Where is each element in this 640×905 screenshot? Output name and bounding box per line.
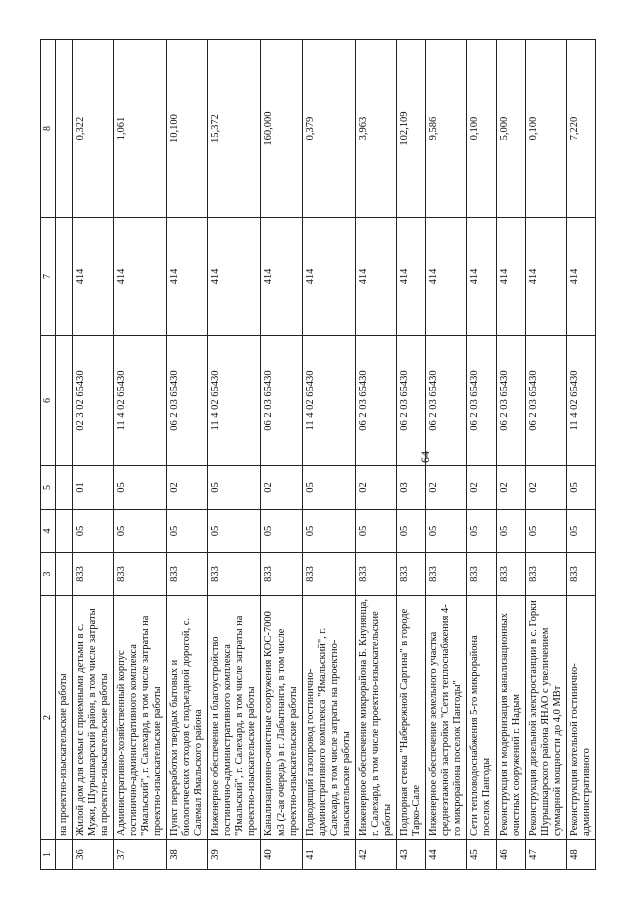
row-number: 37 bbox=[113, 840, 166, 870]
intro-text: на проектно-изыскательские работы bbox=[55, 596, 72, 840]
target-article-code: 06 2 03 65430 bbox=[261, 336, 302, 466]
ministry-code: 833 bbox=[566, 553, 595, 596]
section-code: 05 bbox=[397, 510, 426, 553]
empty-cell bbox=[55, 336, 72, 466]
object-name: Канализационно-очистные сооружения КОС-7000 м3 (2-ая очередь) в г. Лабытнанги, в том числе проектно-изыскательские работы bbox=[261, 596, 302, 840]
row-number: 42 bbox=[355, 840, 396, 870]
subsection-code: 02 bbox=[426, 466, 467, 510]
empty-cell bbox=[55, 840, 72, 870]
expense-type-code: 414 bbox=[113, 218, 166, 336]
expense-type-code: 414 bbox=[261, 218, 302, 336]
section-code: 05 bbox=[72, 510, 113, 553]
subsection-code: 01 bbox=[72, 466, 113, 510]
expense-type-code: 414 bbox=[566, 218, 595, 336]
object-name: Инженерное обеспечение земельного участка среднеэтажной застройки "Сети теплоснабжения 4-го микрорайона поселок Пангоды" bbox=[426, 596, 467, 840]
table-row bbox=[426, 40, 467, 870]
ministry-code: 833 bbox=[496, 553, 525, 596]
table-row bbox=[525, 40, 566, 870]
section-code: 05 bbox=[355, 510, 396, 553]
table-row bbox=[72, 40, 113, 870]
empty-cell bbox=[55, 510, 72, 553]
expense-type-code: 414 bbox=[525, 218, 566, 336]
subsection-code: 02 bbox=[355, 466, 396, 510]
row-number: 36 bbox=[72, 840, 113, 870]
section-code: 05 bbox=[261, 510, 302, 553]
ministry-code: 833 bbox=[426, 553, 467, 596]
object-name: Жилой дом для семьи с приемными детьми в с. Мужи, Шурышкарский район, в том числе затраты на проектно-изыскательские работы bbox=[72, 596, 113, 840]
section-code: 05 bbox=[496, 510, 525, 553]
expense-type-code: 414 bbox=[397, 218, 426, 336]
subsection-code: 05 bbox=[302, 466, 355, 510]
ministry-code: 833 bbox=[261, 553, 302, 596]
header-cell: 6 bbox=[41, 336, 56, 466]
amount: 3,963 bbox=[355, 40, 396, 218]
ministry-code: 833 bbox=[113, 553, 166, 596]
amount: 7,220 bbox=[566, 40, 595, 218]
table-row bbox=[208, 40, 261, 870]
expense-type-code: 414 bbox=[355, 218, 396, 336]
header-cell: 5 bbox=[41, 466, 56, 510]
object-name: Реконструкция котельной гостинично-административного bbox=[566, 596, 595, 840]
row-number: 39 bbox=[208, 840, 261, 870]
header-cell: 1 bbox=[41, 840, 56, 870]
amount: 160,000 bbox=[261, 40, 302, 218]
row-number: 48 bbox=[566, 840, 595, 870]
subsection-code: 02 bbox=[167, 466, 208, 510]
subsection-code: 05 bbox=[113, 466, 166, 510]
target-article-code: 06 2 03 65430 bbox=[397, 336, 426, 466]
subsection-code: 05 bbox=[208, 466, 261, 510]
subsection-code: 02 bbox=[467, 466, 496, 510]
page-number: 64 bbox=[418, 451, 432, 463]
object-name: Реконструкция дизельной электростанции в с. Горки Шурышкарского района ЯНАО с увеличением суммарной мощности до 4,0 МВт bbox=[525, 596, 566, 840]
subsection-code: 03 bbox=[397, 466, 426, 510]
amount: 0,100 bbox=[467, 40, 496, 218]
ministry-code: 833 bbox=[467, 553, 496, 596]
ministry-code: 833 bbox=[72, 553, 113, 596]
subsection-code: 05 bbox=[566, 466, 595, 510]
section-code: 05 bbox=[167, 510, 208, 553]
empty-cell bbox=[55, 466, 72, 510]
table-row bbox=[355, 40, 396, 870]
row-number: 46 bbox=[496, 840, 525, 870]
object-name: Инженерное обеспечение и благоустройство гостинично-административного комплекса "Ямальский", г. Салехард, в том числе затраты на проектно-изыскательские работы bbox=[208, 596, 261, 840]
object-name: Инженерное обеспечение микрорайона Б. Кнунянца, г. Салехард, в том числе проектно-изыскательские работы bbox=[355, 596, 396, 840]
table-row bbox=[261, 40, 302, 870]
target-article-code: 11 4 02 65430 bbox=[302, 336, 355, 466]
row-number: 45 bbox=[467, 840, 496, 870]
table-row bbox=[467, 40, 496, 870]
ministry-code: 833 bbox=[525, 553, 566, 596]
object-name: Административно-хозяйственный корпус гостинично-административного комплекса "Ямальский", г. Салехард, в том числе затраты на проектно-изыскательские работы bbox=[113, 596, 166, 840]
expense-type-code: 414 bbox=[72, 218, 113, 336]
amount: 0,322 bbox=[72, 40, 113, 218]
target-article-code: 06 2 03 65430 bbox=[467, 336, 496, 466]
target-article-code: 06 2 03 65430 bbox=[496, 336, 525, 466]
amount: 0,379 bbox=[302, 40, 355, 218]
section-code: 05 bbox=[525, 510, 566, 553]
target-article-code: 06 2 03 65430 bbox=[525, 336, 566, 466]
header-cell: 3 bbox=[41, 553, 56, 596]
subsection-code: 02 bbox=[496, 466, 525, 510]
row-number: 44 bbox=[426, 840, 467, 870]
section-code: 05 bbox=[302, 510, 355, 553]
subsection-code: 02 bbox=[525, 466, 566, 510]
object-name: Сети тепловодоснабжения 5-го микрорайона поселок Пангоды bbox=[467, 596, 496, 840]
row-number: 41 bbox=[302, 840, 355, 870]
expense-type-code: 414 bbox=[302, 218, 355, 336]
amount: 102,109 bbox=[397, 40, 426, 218]
ministry-code: 833 bbox=[355, 553, 396, 596]
empty-cell bbox=[55, 218, 72, 336]
ministry-code: 833 bbox=[302, 553, 355, 596]
table-row bbox=[496, 40, 525, 870]
target-article-code: 11 4 02 65430 bbox=[208, 336, 261, 466]
row-number: 40 bbox=[261, 840, 302, 870]
target-article-code: 11 4 02 65430 bbox=[566, 336, 595, 466]
row-number: 38 bbox=[167, 840, 208, 870]
amount: 10,100 bbox=[167, 40, 208, 218]
ministry-code: 833 bbox=[397, 553, 426, 596]
header-cell: 7 bbox=[41, 218, 56, 336]
table-row bbox=[566, 40, 595, 870]
object-name: Реконструкция и модернизация канализационных очистных сооружений г. Надым bbox=[496, 596, 525, 840]
section-code: 05 bbox=[208, 510, 261, 553]
row-number: 47 bbox=[525, 840, 566, 870]
empty-cell bbox=[55, 553, 72, 596]
expense-type-code: 414 bbox=[208, 218, 261, 336]
expense-type-code: 414 bbox=[467, 218, 496, 336]
ministry-code: 833 bbox=[208, 553, 261, 596]
target-article-code: 06 2 03 65430 bbox=[355, 336, 396, 466]
table-row bbox=[302, 40, 355, 870]
budget-table bbox=[40, 39, 596, 870]
table-row bbox=[113, 40, 166, 870]
expense-type-code: 414 bbox=[167, 218, 208, 336]
ministry-code: 833 bbox=[167, 553, 208, 596]
expense-type-code: 414 bbox=[496, 218, 525, 336]
amount: 15,372 bbox=[208, 40, 261, 218]
header-row bbox=[41, 40, 56, 870]
amount: 9,586 bbox=[426, 40, 467, 218]
target-article-code: 11 4 02 65430 bbox=[113, 336, 166, 466]
subsection-code: 02 bbox=[261, 466, 302, 510]
object-name: Пункт переработки твердых бытовых и биологических отходов с подъездной дорогой, с. Салемал Ямальского района bbox=[167, 596, 208, 840]
table-row bbox=[397, 40, 426, 870]
header-cell: 4 bbox=[41, 510, 56, 553]
empty-cell bbox=[55, 40, 72, 218]
row-number: 43 bbox=[397, 840, 426, 870]
expense-type-code: 414 bbox=[426, 218, 467, 336]
section-code: 05 bbox=[426, 510, 467, 553]
target-article-code: 02 3 02 65430 bbox=[72, 336, 113, 466]
table-row bbox=[167, 40, 208, 870]
section-code: 05 bbox=[467, 510, 496, 553]
object-name: Подпорная стенка "Набережной Саргина" в городе Тарко-Сале bbox=[397, 596, 426, 840]
object-name: Подводящий газопровод гостинично-административного комплекса "Ямальский", г. Салехард, в том числе затраты на проектно-изыскательские работы bbox=[302, 596, 355, 840]
header-cell: 2 bbox=[41, 596, 56, 840]
amount: 5,000 bbox=[496, 40, 525, 218]
header-cell: 8 bbox=[41, 40, 56, 218]
target-article-code: 06 2 03 65430 bbox=[167, 336, 208, 466]
amount: 1,061 bbox=[113, 40, 166, 218]
amount: 0,100 bbox=[525, 40, 566, 218]
section-code: 05 bbox=[566, 510, 595, 553]
section-code: 05 bbox=[113, 510, 166, 553]
target-article-code: 06 2 03 65430 bbox=[426, 336, 467, 466]
intro-row bbox=[55, 40, 72, 870]
